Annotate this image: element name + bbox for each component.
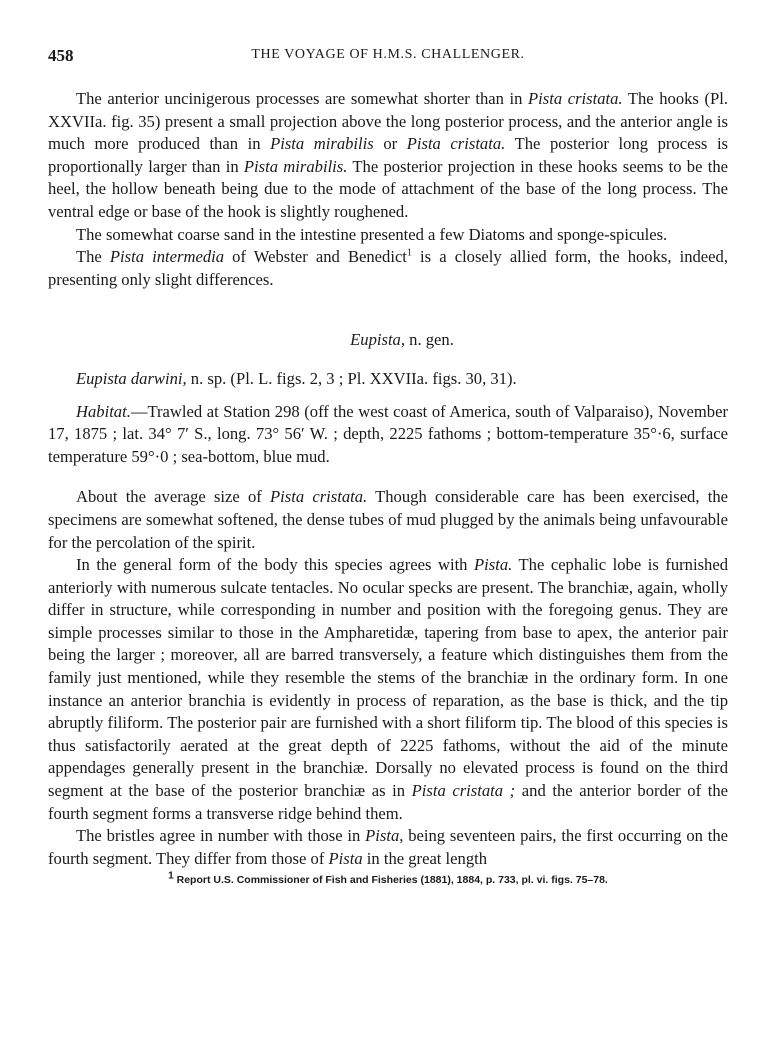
paragraph-average-size: About the average size of Pista cristata. Though considerable care has been exercised, the specimens are somewhat softened, the dense tubes of mud plugged by the animals being unfavourable for the percolation of the spirit. [48,487,728,552]
running-head: THE VOYAGE OF H.M.S. CHALLENGER. [251,47,525,62]
page [48,44,728,887]
species-line: Eupista darwini, n. sp. (Pl. L. figs. 2, 3 ; Pl. XXVIIa. figs. 30, 31). [76,368,517,388]
paragraph-pista-intermedia: The Pista intermedia of Webster and Benedict$^1$ is a closely allied form, the hooks, indeed, presenting only slight differences. [48,247,728,289]
footnote-ref: 1 [406,247,412,259]
text-body [48,88,728,870]
page-header [48,44,728,66]
footnote-marker: 1 [168,870,174,882]
paragraph-intestine-sand: The somewhat coarse sand in the intestine presented a few Diatoms and sponge-spicules. [76,224,668,244]
habitat-paragraph: Habitat.—Trawled at Station 298 (off the west coast of America, south of Valparaiso), November 17, 1875 ; lat. 34° 7′ S., long. 73° 56′ W. ; depth, 2225 fathoms ; bottom-temperature 35°·6, surface temperature 59°·0 ; sea-bottom, blue mud. [48,401,728,466]
paragraph-bristles: The bristles agree in number with those in Pista, being seventeen pairs, the first occurring on the fourth segment. They differ from those of Pista in the great length [48,826,728,868]
footnote: $^1$ Report U.S. Commissioner of Fish and Fisheries (1881), 1884, p. 733, pl. vi. figs. 75–78. [168,870,608,887]
page-number: 458 [48,46,74,65]
genus-heading: Eupista, n. gen. [350,330,454,350]
paragraph-uncinigerous-processes: The anterior uncinigerous processes are somewhat shorter than in Pista cristata. The hooks (Pl. XXVIIa. fig. 35) present a small projection above the long posterior process, and the anterior angle is much more produced than in Pista mirabilis or Pista cristata. The posterior long process is proportionally larger than in Pista mirabilis. The posterior projection in these hooks seems to be the heel, the hollow beneath being due to the mode of attachment of the base of the long process. The ventral edge or base of the hook is slightly roughened. [48,89,729,221]
paragraph-general-form: In the general form of the body this species agrees with Pista. The cephalic lobe is furnished anteriorly with numerous sulcate tentacles. No ocular specks are present. The branchiæ, again, wholly differ in structure, while corresponding in number and position with the foregoing genus. They are simple processes similar to those in the Ampharetidæ, tapering from base to apex, the anterior pair being the larger ; moreover, all are barred transversely, a feature which distinguishes them from the family just mentioned, while they resemble the stems of the branchiæ in the ordinary form. In one instance an anterior branchia is evidently in process of reparation, as the base is thick, and the tip abruptly filiform. The posterior pair are furnished with a short filiform tip. The blood of this species is thus satisfactorily aerated at the great depth of 2225 fathoms, without the aid of the minute appendages generally present in the branchiæ. Dorsally no elevated process is found on the third segment at the base of the posterior branchiæ as in Pista cristata ; and the anterior border of the fourth segment forms a transverse ridge behind them. [48,555,729,823]
